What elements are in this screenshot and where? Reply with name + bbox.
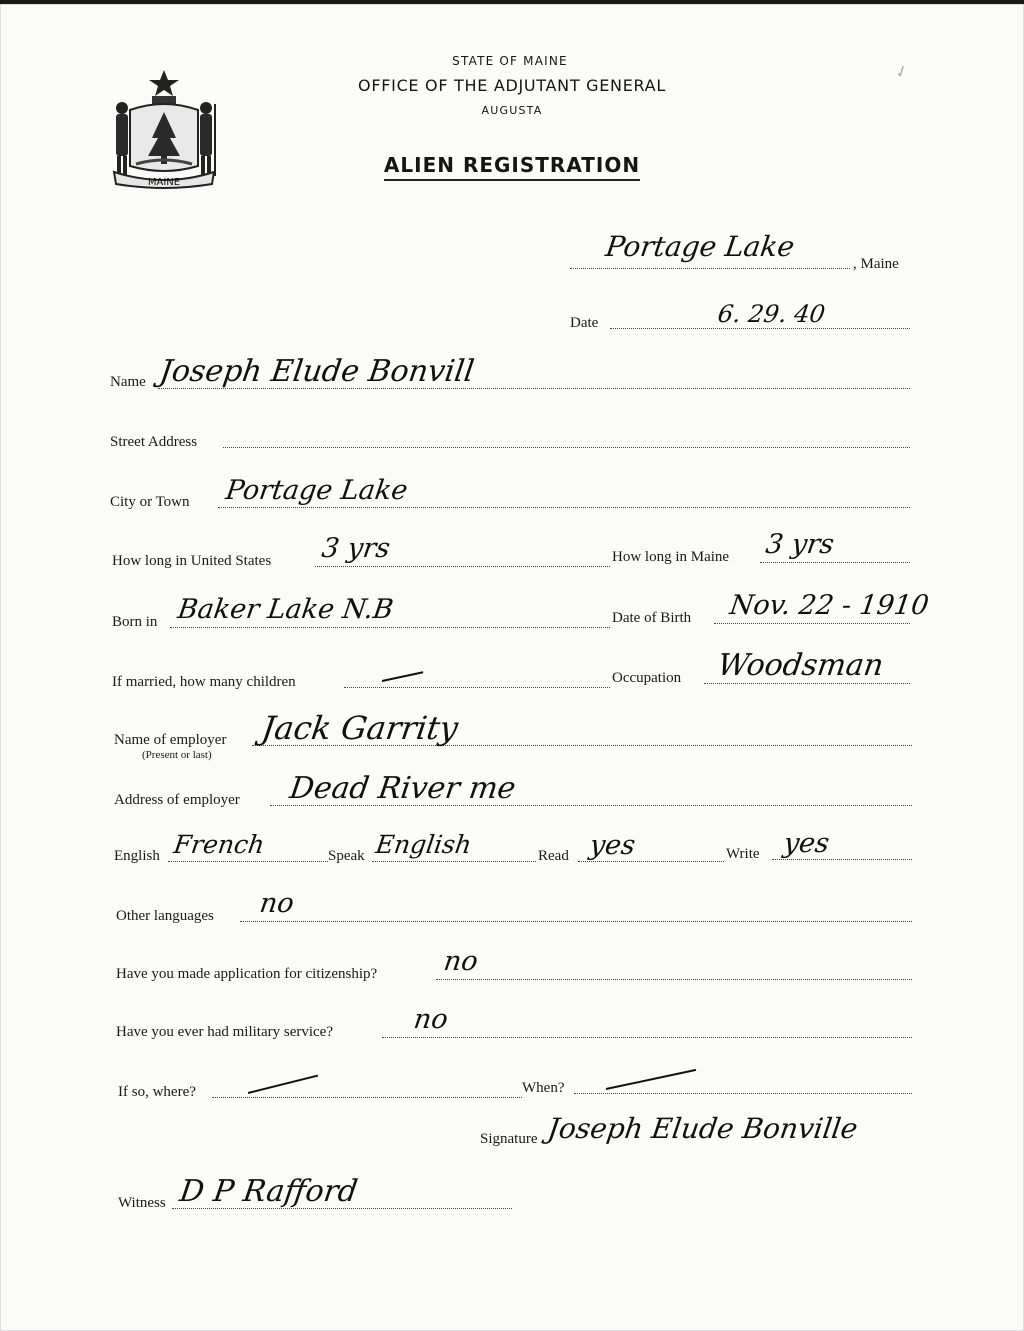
english-entry: French	[171, 830, 267, 859]
date-entry: 6. 29. 40	[716, 300, 827, 328]
name-entry: Joseph Elude Bonvill	[157, 354, 477, 389]
military-label: Have you ever had military service?	[116, 1024, 333, 1040]
where-dash	[248, 1075, 318, 1094]
other-languages-line	[240, 921, 912, 922]
employer-entry: Jack Garrity	[259, 709, 461, 747]
read-label: Read	[538, 848, 569, 864]
city-entry: Portage Lake	[223, 475, 410, 506]
svg-text:MAINE: MAINE	[147, 177, 181, 188]
children-line	[344, 687, 610, 688]
other-languages-entry: no	[257, 888, 296, 919]
born-line	[170, 627, 610, 628]
form-title: ALIEN REGISTRATION	[0, 153, 1024, 181]
speak-entry: English	[373, 830, 474, 859]
occupation-line	[704, 683, 910, 684]
born-label: Born in	[112, 614, 158, 630]
street-label: Street Address	[110, 434, 198, 450]
children-dash	[382, 671, 423, 682]
military-entry: no	[411, 1004, 450, 1035]
check-mark-icon: ✓	[891, 60, 911, 83]
speak-line	[372, 861, 536, 862]
when-label: When?	[522, 1080, 565, 1096]
header-city: AUGUSTA	[481, 104, 543, 117]
occupation-label: Occupation	[612, 670, 682, 686]
english-label: English	[114, 848, 160, 864]
employer-label: Name of employer	[114, 732, 227, 748]
speak-label: Speak	[328, 848, 365, 864]
dob-entry: Nov. 22 - 1910	[727, 590, 931, 621]
city-label: City or Town	[110, 494, 190, 510]
us-label: How long in United States	[112, 553, 272, 569]
military-line	[382, 1037, 912, 1038]
maine-entry: 3 yrs	[763, 529, 836, 560]
employer-address-entry: Dead River me	[287, 771, 518, 806]
write-label: Write	[726, 846, 760, 862]
born-entry: Baker Lake N.B	[175, 594, 396, 625]
english-line	[168, 861, 328, 862]
citizenship-label: Have you made application for citizenship?	[116, 966, 378, 982]
maine-line	[760, 562, 910, 563]
read-entry: yes	[587, 830, 638, 861]
when-dash	[606, 1069, 696, 1090]
signature-entry: Joseph Elude Bonville	[545, 1112, 860, 1145]
date-line	[610, 328, 910, 329]
witness-label: Witness	[118, 1195, 166, 1211]
where-label: If so, where?	[118, 1084, 196, 1100]
write-entry: yes	[781, 828, 832, 859]
where-line	[212, 1097, 522, 1098]
street-line	[223, 447, 910, 448]
place-entry: Portage Lake	[603, 230, 797, 263]
place-suffix: , Maine	[853, 256, 899, 272]
witness-entry: D P Rafford	[177, 1174, 360, 1209]
registration-form-sheet	[0, 4, 1024, 1331]
city-line	[218, 507, 910, 508]
write-line	[772, 859, 912, 860]
signature-label: Signature	[480, 1131, 538, 1147]
date-label: Date	[570, 315, 599, 331]
citizenship-line	[436, 979, 912, 980]
children-label: If married, how many children	[112, 674, 296, 690]
header-office: OFFICE OF THE ADJUTANT GENERAL	[358, 76, 666, 95]
dob-line	[714, 623, 910, 624]
employer-address-label: Address of employer	[114, 792, 240, 808]
read-line	[578, 861, 724, 862]
occupation-entry: Woodsman	[715, 648, 886, 683]
maine-label: How long in Maine	[612, 549, 730, 565]
when-line	[574, 1093, 912, 1094]
dob-label: Date of Birth	[612, 610, 692, 626]
us-entry: 3 yrs	[319, 533, 392, 564]
us-line	[315, 566, 610, 567]
header-state: STATE OF MAINE	[452, 54, 568, 68]
place-line	[570, 268, 850, 269]
employer-sublabel: (Present or last)	[142, 749, 212, 761]
other-languages-label: Other languages	[116, 908, 214, 924]
citizenship-entry: no	[441, 946, 480, 977]
name-label: Name	[110, 374, 146, 390]
